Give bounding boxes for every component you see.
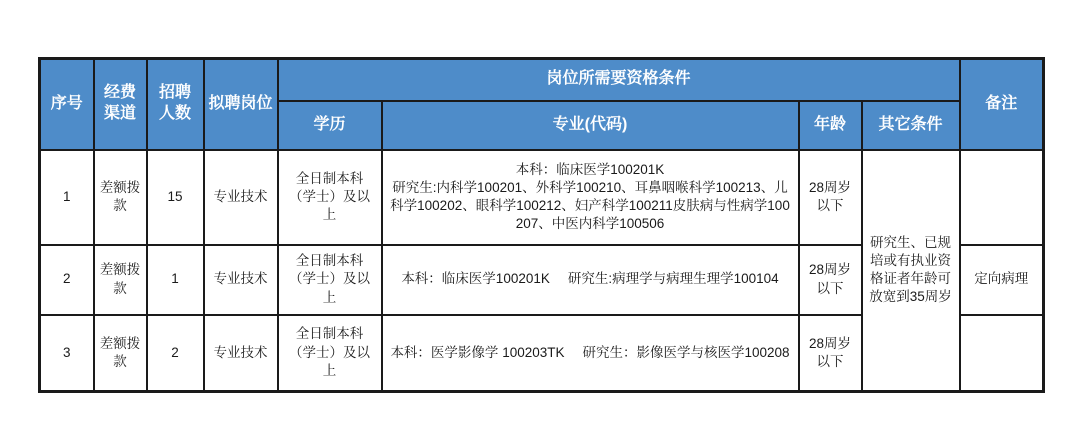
cell-remark	[960, 315, 1044, 392]
header-funding: 经费渠道	[94, 59, 147, 150]
recruitment-table	[38, 57, 1045, 393]
header-position: 拟聘岗位	[204, 59, 278, 150]
cell-education: 全日制本科（学士）及以上	[278, 150, 382, 245]
header-education: 学历	[278, 101, 382, 150]
header-remark: 备注	[960, 59, 1044, 150]
cell-education: 全日制本科（学士）及以上	[278, 315, 382, 392]
major-grad: 研究生:病理学与病理生理学100104	[567, 271, 779, 287]
cell-no: 1	[40, 150, 94, 245]
cell-remark: 定向病理	[960, 245, 1044, 315]
cell-no: 3	[40, 315, 94, 392]
header-other: 其它条件	[862, 101, 960, 150]
header-qualification-group: 岗位所需要资格条件	[278, 59, 960, 101]
cell-other-conditions-merged: 研究生、已规培或有执业资格证者年龄可放宽到35周岁	[862, 150, 960, 392]
cell-count: 15	[147, 150, 204, 245]
cell-position: 专业技术	[204, 150, 278, 245]
cell-funding: 差额拨款	[94, 150, 147, 245]
cell-education: 全日制本科（学士）及以上	[278, 245, 382, 315]
table-row	[40, 150, 1044, 245]
cell-major	[382, 150, 799, 245]
cell-count: 2	[147, 315, 204, 392]
cell-age: 28周岁以下	[799, 315, 862, 392]
header-no: 序号	[40, 59, 94, 150]
cell-funding: 差额拨款	[94, 245, 147, 315]
cell-no: 2	[40, 245, 94, 315]
major-undergrad: 本科：临床医学100201K	[515, 161, 665, 177]
cell-age: 28周岁以下	[799, 245, 862, 315]
major-undergrad: 本科：医学影像学 100203TK	[390, 344, 565, 360]
cell-major	[382, 245, 799, 315]
header-age: 年龄	[799, 101, 862, 150]
cell-position: 专业技术	[204, 245, 278, 315]
major-undergrad: 本科：临床医学100201K	[401, 271, 550, 287]
major-grad: 研究生:内科学100201、外科学100210、耳鼻咽喉科学100213、儿科学100202、眼科学100212、妇产科学100211皮肤病与性病学100207、中医内科学100506	[390, 179, 790, 232]
cell-age: 28周岁以下	[799, 150, 862, 245]
cell-major	[382, 315, 799, 392]
major-grad: 研究生：影像医学与核医学100208	[582, 344, 790, 360]
cell-remark	[960, 150, 1044, 245]
header-major: 专业(代码)	[382, 101, 799, 150]
cell-funding: 差额拨款	[94, 315, 147, 392]
cell-position: 专业技术	[204, 315, 278, 392]
header-count: 招聘人数	[147, 59, 204, 150]
cell-count: 1	[147, 245, 204, 315]
